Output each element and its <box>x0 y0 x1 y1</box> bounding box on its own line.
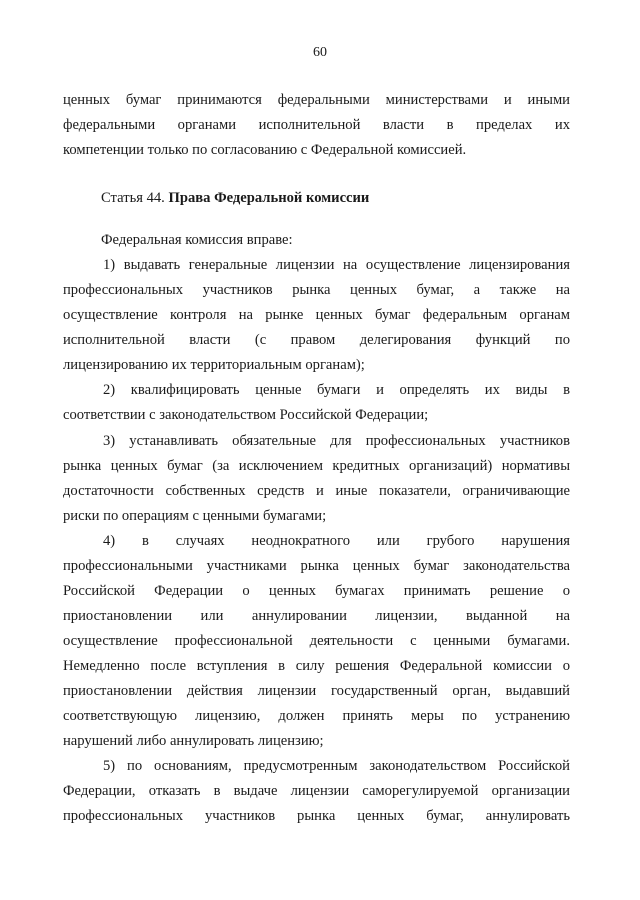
text-line: компетенции только по согласованию с Федеральной комиссией. <box>63 142 467 158</box>
list-item-3 <box>63 429 570 529</box>
text-line: федеральными органами исполнительной власти в пределах их <box>63 117 570 133</box>
text-line: 4) в случаях неоднократного или грубого нарушения <box>103 533 570 549</box>
list-item-5 <box>63 754 570 829</box>
text-line: исполнительной власти (с правом делегирования функций по <box>63 332 570 348</box>
article-title: Права Федеральной комиссии <box>168 190 370 206</box>
text-line: 2) квалифицировать ценные бумаги и определять их виды в <box>103 382 570 398</box>
text-line: приостановлении или аннулировании лицензии, выданной на <box>63 608 570 624</box>
text-line: Федерации, отказать в выдаче лицензии саморегулируемой организации <box>63 783 570 799</box>
text-line: Немедленно после вступления в силу решения Федеральной комиссии о <box>63 658 570 674</box>
list-item-1 <box>63 253 570 378</box>
text-line: осуществление профессиональной деятельности с ценными бумагами. <box>63 633 570 649</box>
text-line: 1) выдавать генеральные лицензии на осуществление лицензирования <box>103 257 570 273</box>
text-line: Федеральная комиссия вправе: <box>101 232 293 248</box>
text-line: осуществление контроля на рынке ценных бумаг федеральным органам <box>63 307 570 323</box>
text-line: Российской Федерации о ценных бумагах принимать решение о <box>63 583 570 599</box>
text-line: достаточности собственных средств и иные показатели, ограничивающие <box>63 483 570 499</box>
text-line: рынка ценных бумаг (за исключением кредитных организаций) нормативы <box>63 458 570 474</box>
list-item-4 <box>63 529 570 754</box>
text-line: ценных бумаг принимаются федеральными министерствами и иными <box>63 92 570 108</box>
text-line: приостановлении действия лицензии государственный орган, выдавший <box>63 683 570 699</box>
text-line: лицензированию их территориальным органам); <box>63 357 365 373</box>
article-heading <box>63 186 570 211</box>
text-line: профессиональными участниками рынка ценных бумаг законодательства <box>63 558 570 574</box>
text-line: соответствии с законодательством Российской Федерации; <box>63 407 429 423</box>
text-line: 5) по основаниям, предусмотренным законодательством Российской <box>103 758 570 774</box>
list-item-2 <box>63 378 570 428</box>
text-line: риски по операциям с ценными бумагами; <box>63 508 327 524</box>
text-line: нарушений либо аннулировать лицензию; <box>63 733 324 749</box>
text-line: профессиональных участников рынка ценных бумаг, аннулировать <box>63 808 570 824</box>
lead-paragraph <box>63 228 570 253</box>
intro-paragraph <box>63 88 570 163</box>
text-line: соответствующую лицензию, должен принять меры по устранению <box>63 708 570 724</box>
page-number: 60 <box>313 45 327 60</box>
text-line: 3) устанавливать обязательные для профессиональных участников <box>103 433 570 449</box>
text-line: профессиональных участников рынка ценных бумаг, а также на <box>63 282 570 298</box>
article-prefix: Статья 44. <box>101 190 165 206</box>
